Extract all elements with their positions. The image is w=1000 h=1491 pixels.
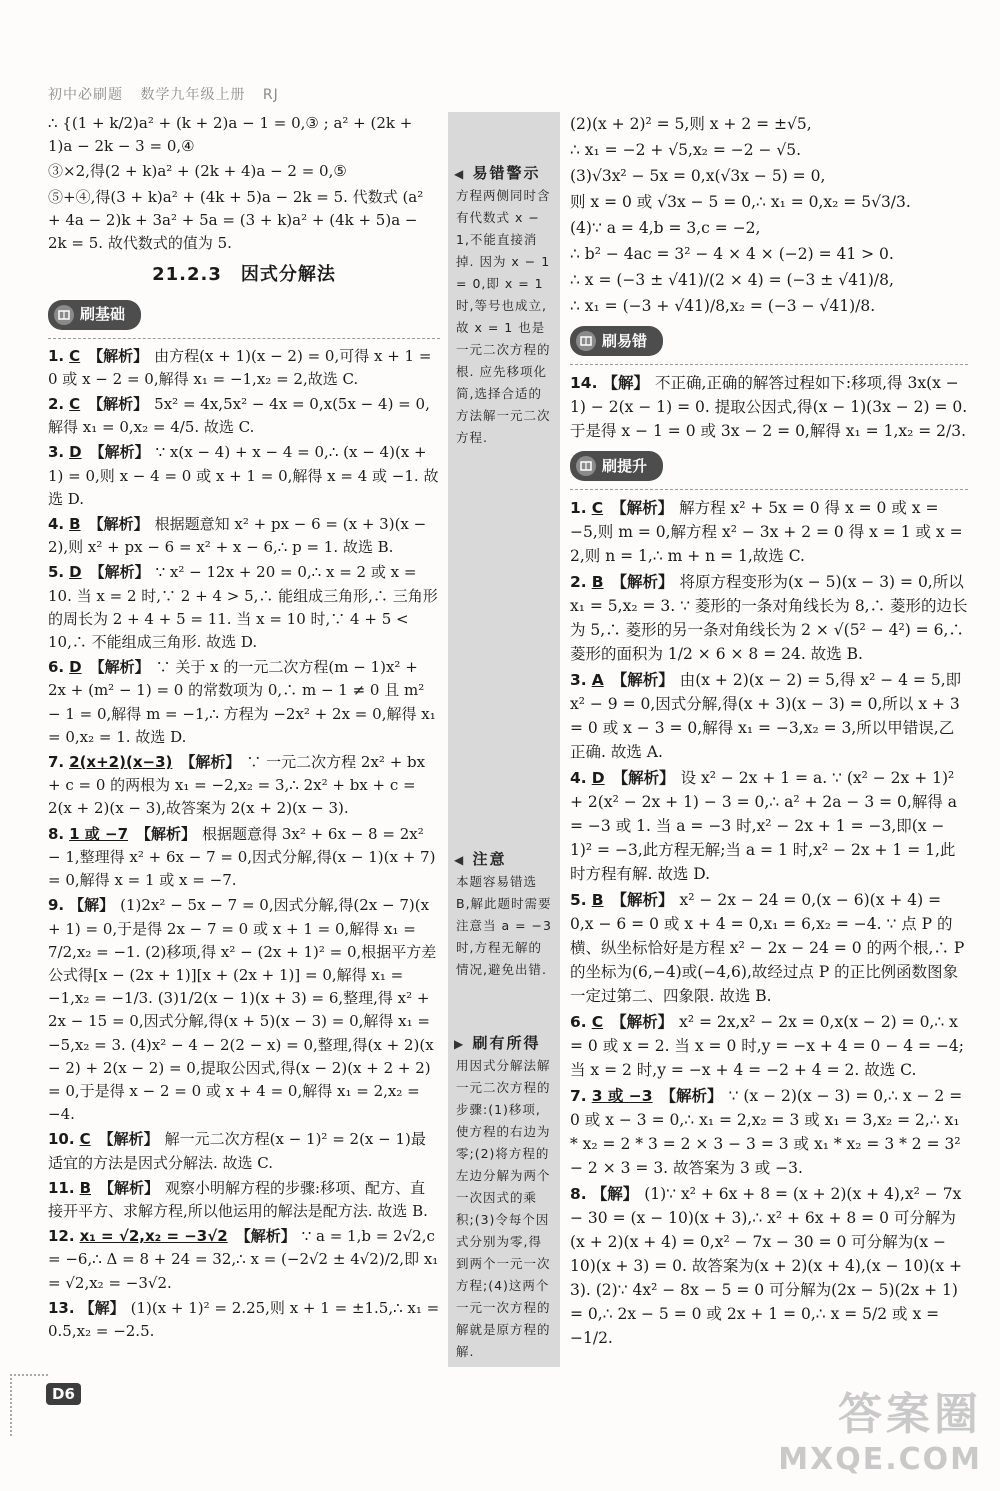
question-item: [570, 570, 968, 666]
arrow-icon: ▶: [454, 1037, 466, 1051]
edition-label: RJ: [262, 87, 279, 103]
intro-line: ∴ {(1 + k/2)a² + (k + 2)a − 1 = 0,③ ; a² + (2k + 1)a − 2k − 3 = 0,④: [48, 114, 413, 156]
question-item: [570, 371, 968, 443]
solution-text: (1)2x² − 5x − 7 = 0,因式分解,得(2x − 7)(x + 1) = 0,于是得 2x − 7 = 0 或 x + 1 = 0,解得 x₁ = 7/2,x₂ = −1. (2)移项,得 x² − (2x + 1)² = 0,根据平方差公式得[x − (2x + 1)][x + (2x + 1)] = 0,解得 x₁ = −1,x₂ = −1/3. (3)1/2(x − 1)(x + 3) = 6,整理,得 x² + 2x − 15 = 0,因式分解,得(x + 5)(x − 3) = 0,解得 x₁ = −5,x₂ = 3. (4)x² − 4 − 2(2 − x) = 0,整理,得(x + 2)(x − 2) + 2(x − 2) = 0,提取公因式,得(x − 2)(x + 2 + 2) = 0,于是得 x − 2 = 0 或 x + 4 = 0,解得 x₁ = 2,x₂ = −4.: [48, 896, 437, 1124]
intro-line: (3)√3x² − 5x = 0,x(√3x − 5) = 0,: [570, 167, 826, 185]
question-number: 6.: [570, 1013, 587, 1031]
answer-choice: C: [79, 1130, 91, 1149]
answer-choice: C: [591, 1013, 604, 1031]
solution-text: 5x² = 4x,5x² − 4x = 0,x(5x − 4) = 0,解得 x₁ = 0,x₂ = 4/5. 故选 C.: [48, 395, 430, 437]
solution-text: (1)∵ x² + 6x + 8 = (x + 2)(x + 4),x² − 7x − 30 = (x − 10)(x + 3),∴ x² + 6x + 8 = 0 可分解为(x + 2)(x + 4) = 0,x² − 7x − 30 = 0 可分解为(x − 10)(x + 3) = 0. 故答案为(x + 2)(x + 4),(x − 10)(x + 3). (2)∵ 4x² − 8x − 5 = 0 可分解为(2x − 5)(2x + 1) = 0,∴ 2x − 5 = 0 或 2x + 1 = 0,∴ x = 5/2 或 x = −1/2.: [570, 1185, 962, 1347]
question-item: [570, 766, 968, 886]
answer-choice: C: [69, 395, 81, 414]
solution-tag: 【解析】: [89, 658, 150, 677]
solution-tag: 【解析】: [88, 395, 149, 414]
solution-text: x² = 2x,x² − 2x = 0,x(x − 2) = 0,∴ x = 0 或 x = 2. 当 x = 0 时,y = −x + 4 = 0 − 4 = −4;当 x = 2 时,y = −x + 4 = −2 + 4 = 2. 故选 C.: [570, 1013, 965, 1079]
solution-text: ∵ x(x − 4) + x − 4 = 0,∴ (x − 4)(x + 1) = 0,则 x − 4 = 0 或 x + 1 = 0,解得 x = 4 或 −1. 故选 D.: [48, 443, 439, 508]
solution-tag: 【解】: [79, 1298, 125, 1317]
answer-choice: B: [79, 1178, 92, 1197]
answer-choice: D: [591, 769, 605, 787]
answer-choice: B: [69, 515, 81, 534]
question-item: [570, 668, 968, 764]
solution-text: 由(x + 2)(x − 2) = 5,得 x² − 4 = 5,即 x² − 9 = 0,因式分解,得(x + 3)(x − 3) = 0,所以 x + 3 = 0 或 x − 3 = 0,解得 x₁ = −3,x₂ = 3,所以甲错误,乙正确. 故选 A.: [570, 671, 962, 761]
solution-tag: 【解】: [69, 896, 115, 915]
solution-text: 根据题意得 3x² + 6x − 8 = 2x² − 1,整理得 x² + 6x − 7 = 0,因式分解,得(x − 1)(x + 7) = 0,解得 x = 1 或 x = −7.: [48, 824, 436, 890]
left-column: [48, 112, 440, 1345]
question-item: [48, 1225, 440, 1295]
solution-tag: 【解析】: [611, 573, 674, 591]
question-number: 13.: [48, 1298, 75, 1317]
arrow-icon: ◀: [454, 853, 466, 867]
question-item: [570, 1010, 968, 1082]
solution-text: 解方程 x² + 5x = 0 得 x = 0 或 x = −5,则 m = 0,解方程 x² − 3x + 2 = 0 得 x = 1 或 x = 2,则 n = 1,∴ m + n = 1,故选 C.: [570, 499, 963, 565]
solution-text: x² − 2x − 24 = 0,(x − 6)(x + 4) = 0,x − 6 = 0 或 x + 4 = 0,x₁ = 6,x₂ = −4. ∵ 点 P 的横、纵坐标恰好是方程 x² − 2x − 24 = 0 的两个根,∴ P 的坐标为(6,−4)或(−4,6),故经过点 P 的正比例函数图象一定过第二、四象限. 故选 B.: [570, 891, 965, 1005]
question-number: 14.: [570, 374, 598, 392]
solution-text: ∵ a = 1,b = 2√2,c = −6,∴ Δ = 8 + 24 = 32,∴ x = (−2√2 ± 4√2)/2,即 x₁ = √2,x₂ = −3√2.: [48, 1227, 439, 1292]
intro-line: (4)∵ a = 4,b = 3,c = −2,: [570, 219, 761, 237]
answer-choice: C: [69, 346, 81, 365]
badge-label: 刷提升: [602, 457, 648, 475]
badge-row: [570, 320, 968, 365]
solution-text: ∵ (x − 2)(x − 3) = 0,∴ x − 2 = 0 或 x − 3 = 0,∴ x₁ = 2,x₂ = 3 或 x₁ = 3,x₂ = 2,∴ x₁ * x₂ = 2 * 3 = 2 × 3 − 3 = 3 或 x₁ * x₂ = 3 * 2 = 3² − 2 × 3 = 3. 故答案为 3 或 −3.: [570, 1087, 963, 1177]
solution-text: ∵ 关于 x 的一元二次方程(m − 1)x² + 2x + (m² − 1) = 0 的常数项为 0,∴ m − 1 ≠ 0 且 m² − 1 = 0,解得 m = −1,∴ 方程为 −2x² + 2x = 0,解得 x₁ = 0,x₂ = 1. 故选 D.: [48, 658, 436, 746]
note-body: 用因式分解法解一元二次方程的步骤:(1)移项,使方程的右边为零;(2)将方程的左边分解为两个一次因式的乘积;(3)令每个因式分别为零,得到两个一元一次方程;(4)这两个一元一次方程的解就是原方程的解.: [456, 1058, 551, 1359]
solution-tag: 【解析】: [89, 563, 150, 582]
badge-row: [570, 445, 968, 490]
question-number: 11.: [48, 1178, 75, 1197]
book-title: 初中必刷题: [48, 87, 123, 103]
solution-text: 不正确,正确的解答过程如下:移项,得 3x(x − 1) − 2(x − 1) = 0. 提取公因式,得(x − 1)(3x − 2) = 0. 于是得 x − 1 = 0 或 3x − 2 = 0,解得 x₁ = 1,x₂ = 2/3.: [570, 374, 968, 440]
solution-tag: 【解析】: [88, 515, 149, 534]
solution-tag: 【解析】: [611, 891, 674, 909]
question-item: [48, 823, 440, 893]
solution-tag: 【解析】: [611, 499, 674, 517]
answer-choice: x₁ = √2,x₂ = −3√2: [79, 1227, 228, 1246]
solution-text: ∵ 一元二次方程 2x² + bx + c = 0 的两根为 x₁ = −2,x₂ = 3,∴ 2x² + bx + c = 2(x + 2)(x − 3),故答案为 2(x + 2)(x − 3).: [48, 753, 426, 818]
question-item: [48, 345, 440, 391]
advance-items-list: [570, 496, 968, 1350]
question-item: [570, 496, 968, 568]
book-icon: [576, 331, 596, 351]
note-title: 注意: [472, 850, 507, 868]
intro-line: (2)(x + 2)² = 5,则 x + 2 = ±√5,: [570, 115, 812, 133]
question-item: [48, 894, 440, 1126]
section-title: 21.2.3 因式分解法: [152, 264, 336, 286]
solution-tag: 【解析】: [180, 753, 241, 772]
intro-line: ⑤+④,得(3 + k)a² + (4k + 5)a − 2k = 5. 代数式 (a² + 4a − 2)k + 3a² + 5a = (3 + k)a² + (4k + 5)a − 2k = 5. 故代数式的值为 5.: [48, 187, 424, 253]
arrow-icon: ◀: [454, 167, 466, 181]
question-item: [570, 1084, 968, 1180]
solution-text: 设 x² − 2x + 1 = a. ∵ (x² − 2x + 1)² + 2(x² − 2x + 1) − 3 = 0,∴ a² + 2a − 3 = 0,解得 a = −3 或 1. 当 a = −3 时,x² − 2x + 1 = −3,即(x − 1)² = −3,此方程无解;当 a = 1 时,x² − 2x + 1 = 1,此时方程有解. 故选 D.: [570, 769, 957, 883]
answer-choice: D: [69, 563, 82, 582]
question-number: 4.: [570, 769, 587, 787]
question-number: 1.: [570, 499, 587, 517]
question-item: [48, 513, 440, 559]
question-number: 3.: [48, 443, 65, 462]
solution-text: (1)(x + 1)² = 2.25,则 x + 1 = ±1.5,∴ x₁ = 0.5,x₂ = −2.5.: [48, 1298, 440, 1340]
note-takeaway: [448, 1030, 560, 1363]
intro-line: ∴ x₁ = (−3 + √41)/8,x₂ = (−3 − √41)/8.: [570, 297, 876, 315]
answer-choice: D: [69, 658, 82, 677]
answer-choice: 1 或 −7: [69, 824, 129, 843]
note-title: 易错警示: [472, 164, 541, 182]
solution-text: 由方程(x + 1)(x − 2) = 0,可得 x + 1 = 0 或 x − 2 = 0,解得 x₁ = −1,x₂ = 2,故选 C.: [48, 346, 432, 388]
solution-tag: 【解析】: [235, 1227, 296, 1246]
badge-row: [48, 294, 440, 338]
badge-label: 刷基础: [80, 305, 126, 324]
intro-line: ∴ x₁ = −2 + √5,x₂ = −2 − √5.: [570, 141, 802, 159]
intro-line: ∴ x = (−3 ± √41)/(2 × 4) = (−3 ± √41)/8,: [570, 271, 894, 289]
running-header: [48, 84, 291, 104]
question-item: [48, 656, 440, 749]
solution-tag: 【解析】: [660, 1087, 723, 1105]
watermark: [778, 1378, 982, 1477]
solution-text: 根据题意知 x² + px − 6 = (x + 3)(x − 2),则 x² + px − 6 = x² + x − 6,∴ p = 1. 故选 B.: [48, 515, 427, 557]
watermark-logo-text: 答案圈: [838, 1389, 982, 1440]
solution-tag: 【解析】: [98, 1130, 159, 1149]
question-number: 3.: [570, 671, 587, 689]
solution-tag: 【解析】: [88, 346, 149, 365]
question-number: 2.: [570, 573, 587, 591]
question-number: 5.: [570, 891, 587, 909]
solution-tag: 【解】: [602, 374, 649, 392]
question-number: 1.: [48, 346, 65, 365]
question-item: [48, 393, 440, 439]
question-number: 7.: [570, 1087, 587, 1105]
question-item: [570, 1182, 968, 1350]
question-number: 8.: [48, 824, 65, 843]
question-number: 8.: [570, 1185, 587, 1203]
intro-line: 则 x = 0 或 √3x − 5 = 0,∴ x₁ = 0,x₂ = 5√3/3.: [570, 193, 911, 211]
question-item: [48, 561, 440, 654]
answer-choice: 3 或 −3: [591, 1087, 653, 1105]
subject-title: 数学九年级上册: [140, 87, 246, 103]
question-number: 12.: [48, 1227, 75, 1246]
solution-text: 将原方程变形为(x − 5)(x − 3) = 0,所以 x₁ = 5,x₂ = 3. ∵ 菱形的一条对角线长为 8,∴ 菱形的边长为 5,∴ 菱形的另一条对角线长为 2 × √(5² − 4²) = 6,∴ 菱形的面积为 1/2 × 6 × 8 = 24. 故选 B.: [570, 573, 968, 663]
practice-basic-badge: [48, 300, 141, 329]
question-number: 10.: [48, 1130, 75, 1149]
note-body: 方程两侧同时含有代数式 x − 1,不能直接消掉. 因为 x − 1 = 0,即 x = 1 时,等号也成立,故 x = 1 也是一元二次方程的根. 应先移项化简,选择合适的方法解一元二次方程.: [456, 188, 551, 445]
note-title: 刷有所得: [472, 1034, 541, 1052]
solution-tag: 【解析】: [89, 443, 150, 462]
answer-choice: C: [591, 499, 604, 517]
intro-line: ③×2,得(2 + k)a² + (2k + 4)a − 2 = 0,⑤: [48, 162, 347, 181]
practice-advance-badge: [570, 451, 663, 481]
basic-items-list: [48, 345, 440, 1344]
question-number: 4.: [48, 515, 65, 534]
question-number: 5.: [48, 563, 65, 582]
answer-choice: B: [591, 573, 604, 591]
answer-choice: A: [591, 671, 604, 689]
solution-tag: 【解析】: [99, 1178, 160, 1197]
badge-label: 刷易错: [602, 332, 648, 350]
margin-notes: [448, 112, 560, 1367]
solution-tag: 【解析】: [136, 824, 197, 843]
question-item: [48, 1128, 440, 1174]
book-icon: [576, 456, 596, 476]
solution-text: 解一元二次方程(x − 1)² = 2(x − 1)最适宜的方法是因式分解法. 故选 C.: [48, 1130, 426, 1172]
intro-line: ∴ b² − 4ac = 3² − 4 × 4 × (−2) = 41 > 0.: [570, 245, 894, 263]
question-number: 7.: [48, 753, 65, 772]
solution-text: 观察小明解方程的步骤:移项、配方、直接开平方、求解方程,所以他运用的解法是配方法. 故选 B.: [48, 1178, 428, 1220]
question-number: 6.: [48, 658, 65, 677]
page-number: D6: [46, 1383, 81, 1405]
question-item: [48, 1177, 440, 1223]
corner-dots: [10, 1374, 48, 1436]
right-column: [570, 112, 968, 1352]
note-attention: [448, 846, 560, 981]
answer-choice: D: [69, 443, 82, 462]
question-number: 9.: [48, 896, 65, 915]
note-error-warning: [448, 160, 560, 449]
question-number: 2.: [48, 395, 65, 414]
question-item: [570, 888, 968, 1008]
solution-tag: 【解析】: [612, 769, 675, 787]
solution-tag: 【解析】: [611, 1013, 674, 1031]
solution-text: ∵ x² − 12x + 20 = 0,∴ x = 2 或 x = 10. 当 x = 2 时,∵ 2 + 4 > 5,∴ 能组成三角形,∴ 三角形的周长为 2 + 4 + 5 = 11. 当 x = 10 时,∵ 4 + 5 < 10,∴ 不能组成三角形. 故选 D.: [48, 563, 438, 652]
question-item: [48, 441, 440, 511]
watermark-url: MXQE.COM: [778, 1442, 982, 1477]
question-item: [48, 751, 440, 821]
answer-choice: 2(x+2)(x−3): [69, 753, 173, 772]
note-body: 本题容易错选 B,解此题时需要注意当 a = −3 时,方程无解的情况,避免出错.: [456, 874, 552, 977]
answer-choice: B: [591, 891, 604, 909]
question-item: [48, 1297, 440, 1343]
solution-tag: 【解】: [591, 1185, 639, 1203]
book-icon: [54, 305, 74, 325]
practice-error-badge: [570, 326, 663, 356]
solution-tag: 【解析】: [611, 671, 674, 689]
